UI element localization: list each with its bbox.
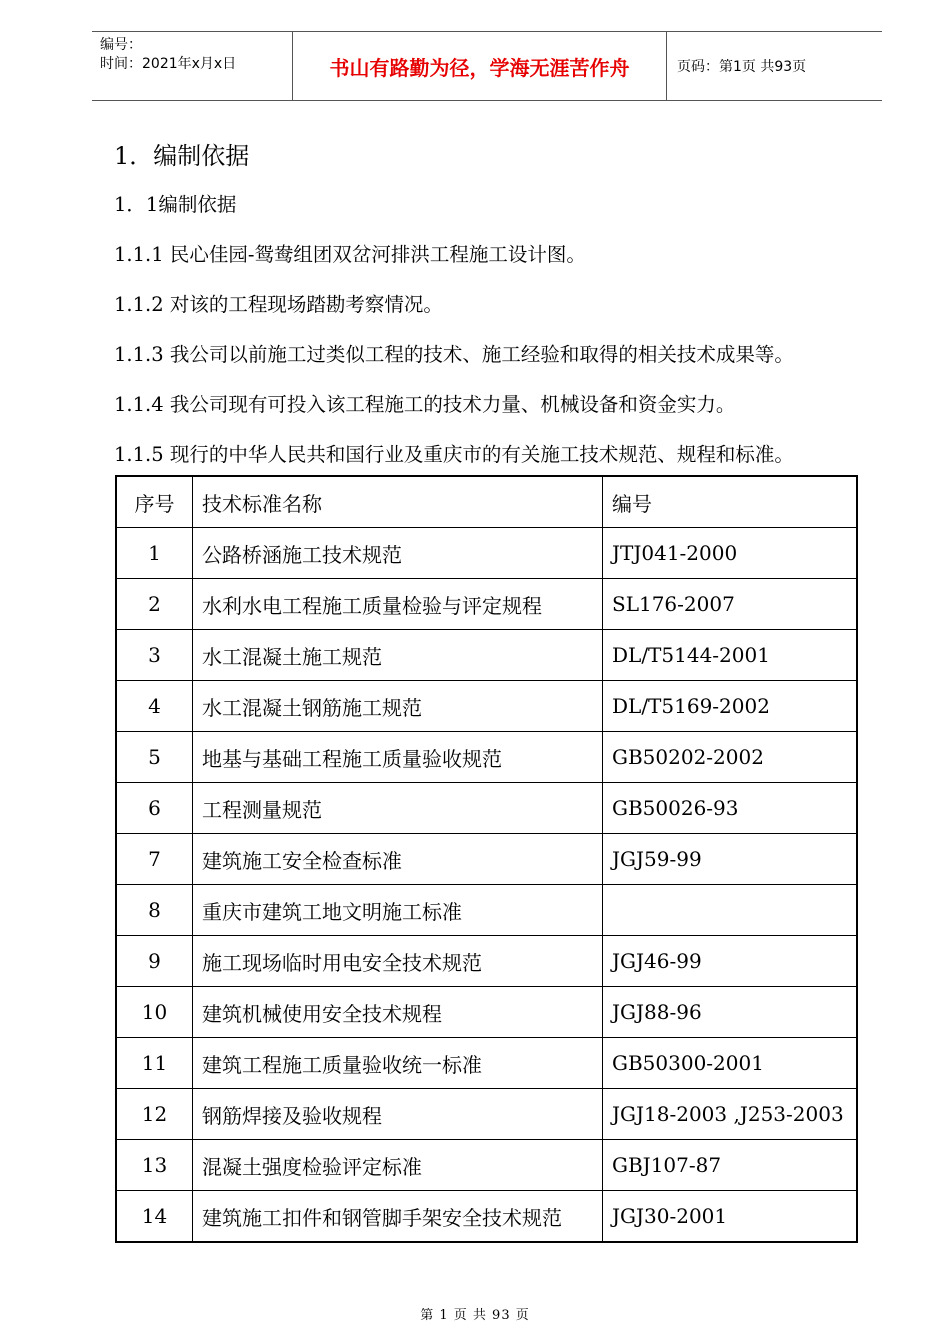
cell-seq: 14 [116, 1191, 193, 1243]
header-meta [92, 32, 292, 100]
cell-standard-name: 混凝土强度检验评定标准 [193, 1140, 603, 1191]
cell-standard-code: JGJ46-99 [603, 936, 858, 987]
cell-standard-name: 建筑工程施工质量验收统一标准 [193, 1038, 603, 1089]
cell-seq: 10 [116, 987, 193, 1038]
cell-standard-name: 重庆市建筑工地文明施工标准 [193, 885, 603, 936]
cell-seq: 11 [116, 1038, 193, 1089]
cell-standard-code: GBJ107-87 [603, 1140, 858, 1191]
basis-item: 1.1.4 我公司现有可投入该工程施工的技术力量、机械设备和资金实力。 [114, 393, 736, 416]
cell-standard-name: 钢筋焊接及验收规程 [193, 1089, 603, 1140]
table-row [116, 630, 857, 681]
cell-standard-code: SL176-2007 [603, 579, 858, 630]
document-number-label: 编号： [100, 37, 142, 53]
column-header-seq: 序号 [116, 476, 193, 528]
table-row [116, 783, 857, 834]
page-header [92, 31, 882, 101]
basis-item: 1.1.2 对该的工程现场踏勘考察情况。 [114, 293, 443, 316]
column-header-name: 技术标准名称 [193, 476, 603, 528]
cell-standard-code: GB50300-2001 [603, 1038, 858, 1089]
header-page-info: 页码：第1页 共93页 [677, 59, 807, 75]
cell-standard-name: 施工现场临时用电安全技术规范 [193, 936, 603, 987]
table-header-row [116, 476, 857, 528]
table-row [116, 987, 857, 1038]
table-row [116, 1038, 857, 1089]
cell-standard-name: 水工混凝土钢筋施工规范 [193, 681, 603, 732]
cell-standard-code: GB50026-93 [603, 783, 858, 834]
cell-standard-code: JGJ59-99 [603, 834, 858, 885]
table-row [116, 681, 857, 732]
table-row [116, 936, 857, 987]
cell-seq: 5 [116, 732, 193, 783]
cell-standard-code: JGJ88-96 [603, 987, 858, 1038]
cell-standard-code: JGJ18-2003 ,J253-2003 [603, 1089, 858, 1140]
header-motto: 书山有路勤为径，学海无涯苦作舟 [292, 32, 667, 100]
cell-standard-name: 水利水电工程施工质量检验与评定规程 [193, 579, 603, 630]
cell-seq: 13 [116, 1140, 193, 1191]
cell-seq: 3 [116, 630, 193, 681]
standards-table [115, 475, 858, 1243]
table-row [116, 885, 857, 936]
cell-standard-code: DL/T5144-2001 [603, 630, 858, 681]
table-row [116, 1191, 857, 1243]
cell-standard-code: DL/T5169-2002 [603, 681, 858, 732]
cell-seq: 12 [116, 1089, 193, 1140]
table-row [116, 834, 857, 885]
cell-standard-name: 水工混凝土施工规范 [193, 630, 603, 681]
cell-standard-name: 建筑施工安全检查标准 [193, 834, 603, 885]
basis-item: 1.1.3 我公司以前施工过类似工程的技术、施工经验和取得的相关技术成果等。 [114, 343, 794, 366]
cell-standard-code: JTJ041-2000 [603, 528, 858, 579]
cell-seq: 4 [116, 681, 193, 732]
table-row [116, 1140, 857, 1191]
table-row [116, 528, 857, 579]
cell-standard-name: 公路桥涵施工技术规范 [193, 528, 603, 579]
cell-seq: 6 [116, 783, 193, 834]
cell-standard-name: 工程测量规范 [193, 783, 603, 834]
table-row [116, 732, 857, 783]
cell-seq: 9 [116, 936, 193, 987]
column-header-code: 编号 [603, 476, 858, 528]
cell-standard-code: JGJ30-2001 [603, 1191, 858, 1243]
cell-standard-code [603, 885, 858, 936]
table-body [116, 528, 857, 1243]
subsection-heading: 1．1编制依据 [114, 193, 237, 216]
table-row [116, 1089, 857, 1140]
cell-seq: 2 [116, 579, 193, 630]
cell-standard-name: 建筑机械使用安全技术规程 [193, 987, 603, 1038]
cell-standard-name: 建筑施工扣件和钢管脚手架安全技术规范 [193, 1191, 603, 1243]
cell-standard-code: GB50202-2002 [603, 732, 858, 783]
table-row [116, 579, 857, 630]
basis-item: 1.1.5 现行的中华人民共和国行业及重庆市的有关施工技术规范、规程和标准。 [114, 443, 794, 466]
basis-item: 1.1.1 民心佳园-鸳鸯组团双岔河排洪工程施工设计图。 [114, 243, 586, 266]
section-heading: 1．编制依据 [114, 142, 250, 170]
cell-seq: 8 [116, 885, 193, 936]
page-footer: 第 1 页 共 93 页 [420, 1308, 530, 1323]
document-time: 时间：2021年x月x日 [100, 56, 237, 72]
cell-seq: 1 [116, 528, 193, 579]
cell-seq: 7 [116, 834, 193, 885]
cell-standard-name: 地基与基础工程施工质量验收规范 [193, 732, 603, 783]
